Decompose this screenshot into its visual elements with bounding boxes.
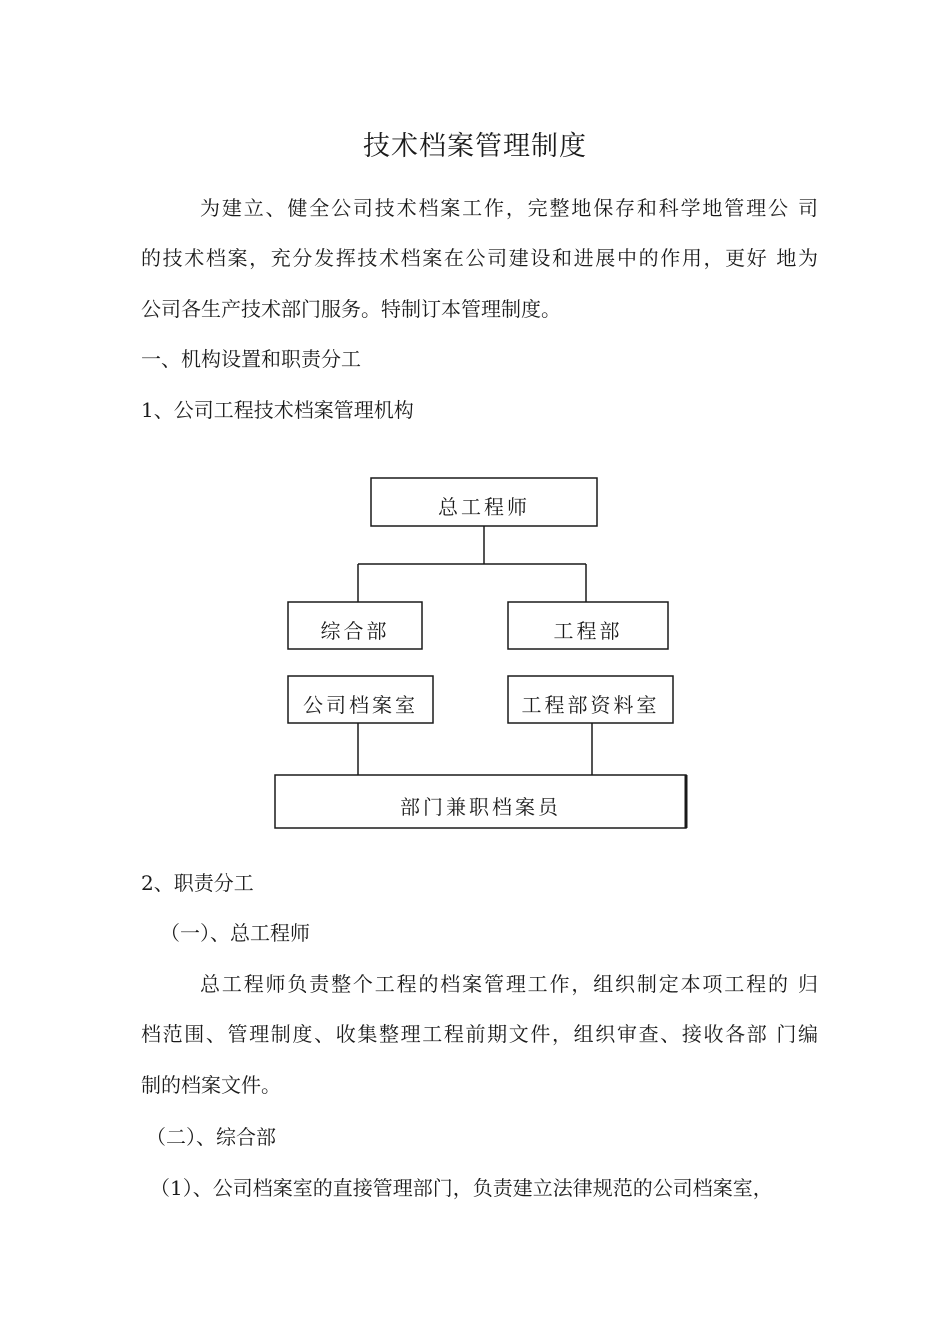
section-heading-1: 一、机构设置和职责分工 — [141, 347, 361, 371]
intro-line-3: 公司各生产技术部门服务。特制订本管理制度。 — [141, 297, 561, 321]
part1-line-1: 总工程师负责整个工程的档案管理工作，组织制定本项工程的 归 — [200, 972, 818, 996]
org-box-room-left: 公司档案室 — [303, 693, 418, 717]
part-heading-1: （一）、总工程师 — [160, 921, 310, 945]
org-box-bottom: 部门兼职档案员 — [400, 795, 561, 819]
part2-item-1: （1）、公司档案室的直接管理部门，负责建立法律规范的公司档案室， — [150, 1176, 773, 1200]
org-box-chief: 总工程师 — [438, 495, 530, 519]
subsection-heading-2: 2、职责分工 — [141, 871, 254, 895]
part1-line-3: 制的档案文件。 — [141, 1073, 281, 1097]
org-box-dept-left: 综合部 — [320, 619, 390, 643]
org-box-room-right: 工程部资料室 — [521, 693, 660, 717]
intro-line-1: 为建立、健全公司技术档案工作，完整地保存和科学地管理公 司 — [200, 196, 818, 220]
subsection-heading-1: 1、公司工程技术档案管理机构 — [141, 398, 414, 422]
org-box-dept-right: 工程部 — [553, 619, 623, 643]
part1-line-2: 档范围、管理制度、收集整理工程前期文件，组织审查、接收各部 门编 — [141, 1022, 818, 1046]
intro-line-2: 的技术档案，充分发挥技术档案在公司建设和进展中的作用，更好 地为 — [141, 246, 818, 270]
part-heading-2: （二）、综合部 — [146, 1125, 276, 1149]
document-title: 技术档案管理制度 — [363, 131, 587, 162]
